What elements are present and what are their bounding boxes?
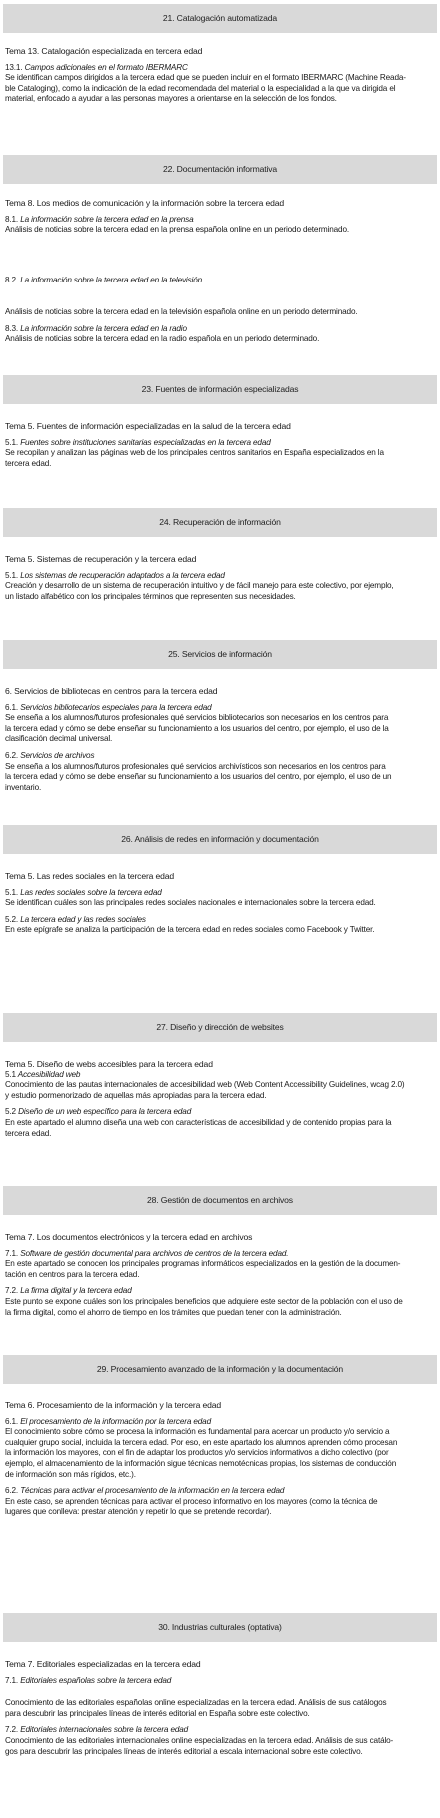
tema-title: Tema 5. Diseño de webs accesibles para la tercera edad (5, 1059, 213, 1069)
body-line: gos para descubrir las principales líneas de interés editorial a escala internacional sobre este colectivo. (5, 1746, 363, 1756)
subsection-number: 7.1. (5, 1248, 19, 1258)
subsection-title-text: Las redes sociales sobre la tercera edad (20, 887, 162, 897)
section-header: 22. Documentación informativa (3, 155, 437, 184)
subsection-title-text: Servicios bibliotecarios especiales para la tercera edad (20, 702, 212, 712)
body-line: la tercera edad y cómo se debe enseñar su funcionamiento a los usuarios del centro, por ejemplo, el uso de la (5, 723, 389, 733)
subsection-number: 5.1. (5, 887, 19, 897)
section-content (5, 421, 433, 469)
body-line: la tercera edad y cómo se debe enseñar su funcionamiento a los usuarios del centro, por ejemplo, el uso de un (5, 772, 392, 782)
section-content (5, 198, 433, 236)
section-header: 24. Recuperación de información (3, 508, 437, 537)
tema-title: Tema 6. Procesamiento de la información y la tercera edad (5, 1400, 221, 1410)
body-line: inventario. (5, 782, 42, 792)
section-header: 27. Diseño y dirección de websites (3, 1013, 437, 1042)
subsection-title-text: Diseño de un web específico para la tercera edad (18, 1107, 192, 1117)
subsection-title (5, 888, 433, 899)
body-line: En este caso, se aprenden técnicas para activar el proceso informativo en los mayores (como la técnica de (5, 1496, 378, 1506)
section-header: 28. Gestión de documentos en archivos (3, 1186, 437, 1215)
body-line: Se enseña a los alumnos/futuros profesionales qué servicios bibliotecarios son necesarios en los centros para (5, 713, 389, 723)
body-line: la información los mayores, con el fin de adaptar los productos y/o servicios informativos a dicho colectivo (por (5, 1448, 389, 1458)
subsection-title (5, 1107, 433, 1118)
body-line: tación en centros para la tercera edad. (5, 1269, 140, 1279)
tema-title: Tema 7. Los documentos electrónicos y la tercera edad en archivos (5, 1232, 253, 1242)
subsection-title-text: Editoriales internacionales sobre la tercera edad (20, 1725, 189, 1735)
body-line: cualquier grupo social, incluida la tercera edad. Por eso, en este apartado los alumnos aprenden cómo procesan (5, 1437, 398, 1447)
subsection-title (5, 915, 433, 926)
subsection-title-text: El procesamiento de la información por la tercera edad (20, 1416, 211, 1426)
subsection-number: 8.2. (5, 276, 19, 282)
subsection-number: 7.2. (5, 1725, 19, 1735)
subsection-number: 6.2. (5, 1486, 19, 1496)
section-content (5, 1659, 433, 1757)
subsection-title (5, 1286, 433, 1297)
section-content (5, 554, 433, 602)
subsection-number: 5.2. (5, 914, 19, 924)
clipped-subsection-title (5, 276, 433, 282)
body-line: Análisis de noticias sobre la tercera edad en la prensa española online en un periodo determinado. (5, 225, 349, 235)
section-content (5, 871, 433, 936)
tema-title: Tema 5. Fuentes de información especializadas en la salud de la tercera edad (5, 421, 291, 431)
section-content (5, 1232, 433, 1318)
subsection-number: 5.1 (5, 1069, 16, 1079)
body-line: Se identifican campos dirigidos a la tercera edad que se pueden incluir en el formato IBERMARC (Machine Reada- (5, 73, 406, 83)
body-line: El conocimiento sobre cómo se procesa la información es fundamental para acercar un producto y/o servicio a (5, 1427, 390, 1437)
section-content (5, 46, 433, 105)
subsection-title-text: Software de gestión documental para archivos de centros de la tercera edad. (20, 1248, 289, 1258)
subsection-title-text: Accesibilidad web (17, 1069, 81, 1079)
section-header: 29. Procesamiento avanzado de la información y la documentación (3, 1355, 437, 1384)
subsection-title-text: Editoriales españolas sobre la tercera edad (20, 1675, 172, 1685)
section-header: 25. Servicios de información (3, 640, 437, 669)
tema-title: Tema 13. Catalogación especializada en tercera edad (5, 46, 203, 56)
subsection-title-text: Campos adicionales en el formato IBERMARC (24, 62, 188, 72)
subsection-number: 6.1. (5, 1416, 19, 1426)
subsection-title-text: La tercera edad y las redes sociales (20, 914, 146, 924)
body-line: En este apartado el alumno diseña una web con características de accesibilidad y de contenido propias para la (5, 1117, 392, 1127)
tema-title: Tema 5. Sistemas de recuperación y la tercera edad (5, 554, 197, 564)
subsection-number: 8.3. (5, 323, 19, 333)
subsection-title (5, 324, 433, 335)
body-line: Análisis de noticias sobre la tercera edad en la televisión española online en un periodo determinado. (5, 307, 358, 316)
tema-title: Tema 7. Editoriales especializadas en la tercera edad (5, 1659, 201, 1669)
body-line: ejemplo, el almacenamiento de la información sigue técnicas nemotécnicas propias, los sistemas de conducción (5, 1458, 397, 1468)
body-line: Creación y desarrollo de un sistema de recuperación intuitivo y de fácil manejo para este colectivo, por ejemplo, (5, 581, 394, 591)
body-line: En este epígrafe se analiza la participación de la tercera edad en redes sociales como Facebook y Twitter. (5, 925, 375, 935)
subsection-title-text: Técnicas para activar el procesamiento de la información en la tercera edad (20, 1486, 285, 1496)
section-header: 23. Fuentes de información especializadas (3, 375, 437, 404)
body-line: clasificación decimal universal. (5, 734, 113, 744)
subsection-title-text: La información sobre la tercera edad en la televisión (20, 276, 203, 282)
section-header: 21. Catalogación automatizada (3, 4, 437, 33)
body-line: Análisis de noticias sobre la tercera edad en la radio española en un periodo determinado. (5, 334, 320, 344)
subsection-title (5, 1486, 433, 1497)
body-line: lugares que conlleva: prestar atención y repetir lo que se pretende recordar). (5, 1507, 272, 1517)
subsection-title (5, 571, 433, 582)
subsection-title (5, 1725, 433, 1736)
subsection-number: 5.1. (5, 570, 19, 580)
subsection-title (5, 1070, 433, 1081)
subsection-number: 13.1. (5, 62, 23, 72)
subsection-title-text: Los sistemas de recuperación adaptados a la tercera edad (20, 570, 225, 580)
subsection-number: 7.2. (5, 1286, 19, 1296)
section-content (5, 307, 433, 345)
subsection-number: 7.1. (5, 1675, 19, 1685)
tema-title: 6. Servicios de bibliotecas en centros para la tercera edad (5, 686, 218, 696)
section-content (5, 686, 433, 793)
subsection-title-text: La firma digital y la tercera edad (20, 1286, 132, 1296)
body-line: Este punto se expone cuáles son los principales beneficios que adquiere este sector de la población con el uso de (5, 1296, 403, 1306)
body-line: la firma digital, como el ahorro de tiempo en los trámites que puedan tener con la administración. (5, 1307, 342, 1317)
body-line: Se identifican cuáles son las principales redes sociales nacionales e internacionales sobre la tercera edad. (5, 898, 376, 908)
body-line: material, enfocado a ayudar a las personas mayores a orientarse en la selección de los fondos. (5, 94, 337, 104)
section-header: 30. Industrias culturales (optativa) (3, 1613, 437, 1642)
subsection-title-text: Fuentes sobre instituciones sanitarias especializadas en la tercera edad (20, 437, 271, 447)
subsection-title (5, 438, 433, 449)
subsection-title (5, 1676, 433, 1687)
body-line: Conocimiento de las pautas internacionales de accesibilidad web (Web Content Accessibility Guidelines, wcag 2.0) (5, 1080, 405, 1090)
subsection-title (5, 751, 433, 762)
section-content (5, 1059, 433, 1139)
section-header: 26. Análisis de redes en información y documentación (3, 825, 437, 854)
body-line: Se recopilan y analizan las páginas web de los principales centros sanitarios en España especializados en la (5, 448, 384, 458)
tema-title: Tema 5. Las redes sociales en la tercera edad (5, 871, 175, 881)
subsection-title (5, 1249, 433, 1260)
subsection-title-text: La información sobre la tercera edad en la radio (20, 323, 187, 333)
body-line: Conocimiento de las editoriales internacionales online especializadas en la tercera edad. Análisis de sus catálo- (5, 1735, 394, 1745)
body-line: de información son más rígidos, etc.). (5, 1469, 136, 1479)
subsection-title (5, 63, 433, 74)
subsection-number: 6.1. (5, 702, 19, 712)
subsection-title-text: Servicios de archivos (20, 750, 95, 760)
body-line: ble Cataloging), como la indicación de la edad recomendada del material o la especialidad a la que va dirigida el (5, 83, 396, 93)
section-content (5, 1400, 433, 1518)
subsection-title-text: La información sobre la tercera edad en la prensa (20, 214, 194, 224)
body-line: un listado alfabético con los principales términos que representen sus necesidades. (5, 591, 296, 601)
body-line: para descubrir las principales líneas de interés editorial en España sobre este colectivo. (5, 1708, 310, 1718)
subsection-number: 8.1. (5, 214, 19, 224)
subsection-title (5, 703, 433, 714)
body-line: Conocimiento de las editoriales españolas online especializadas en la tercera edad. Análisis de sus catálogos (5, 1698, 387, 1708)
subsection-number: 6.2. (5, 750, 19, 760)
subsection-number: 5.2 (5, 1107, 16, 1117)
body-line: y estudio pormenorizado de aquellas más apropiadas para la tercera edad. (5, 1090, 267, 1100)
body-line: tercera edad. (5, 458, 52, 468)
subsection-title (5, 215, 433, 226)
body-line: En este apartado se conocen los principales programas informáticos especializados en la gestión de la documen- (5, 1259, 401, 1269)
body-line: tercera edad. (5, 1128, 52, 1138)
subsection-number: 5.1. (5, 437, 19, 447)
body-line: Se enseña a los alumnos/futuros profesionales qué servicios archivísticos son necesarios en los centros para (5, 761, 386, 771)
tema-title: Tema 8. Los medios de comunicación y la información sobre la tercera edad (5, 198, 285, 208)
subsection-title (5, 1417, 433, 1428)
